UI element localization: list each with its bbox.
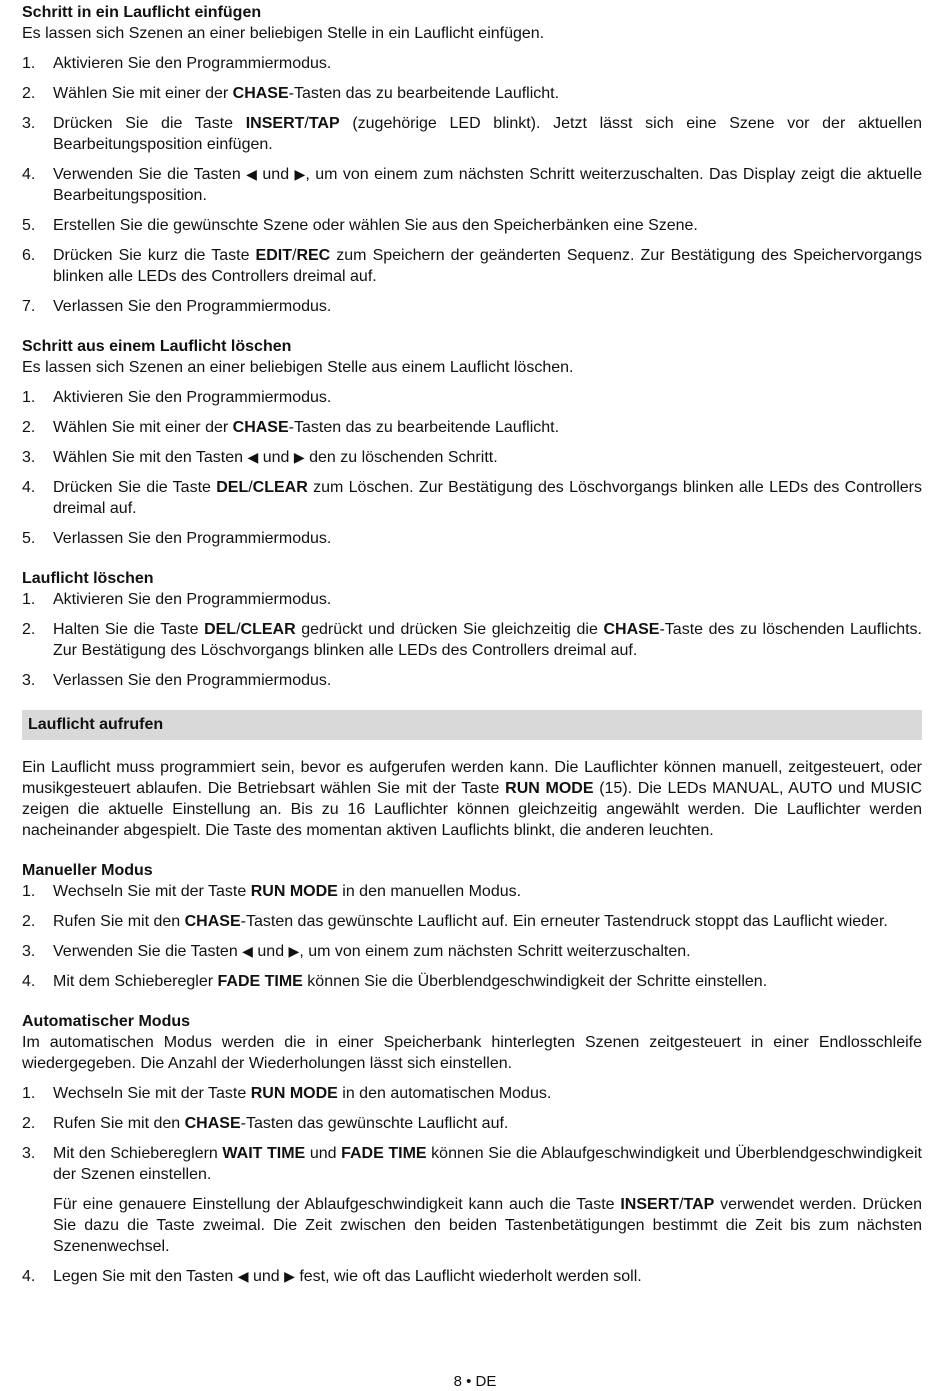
text-run: Aktivieren Sie den Programmiermodus. (53, 389, 332, 406)
step-list (22, 53, 922, 317)
arrow-right-icon: ▶ (293, 449, 305, 465)
step-item (22, 670, 922, 691)
text-run: zum Speichern der geänderten Sequenz. Zur Bestätigung des Speichervorgangs blinken alle LEDs des Controllers dreimal auf. (53, 247, 922, 285)
text-run: Verlassen Sie den Programmiermodus. (53, 530, 332, 547)
step-number: 1. (22, 591, 36, 608)
key-name: REC (296, 247, 331, 264)
step-item (22, 245, 922, 287)
step-item (22, 1083, 922, 1104)
text-run: Ein Lauflicht muss programmiert sein, bevor es aufgerufen werden kann. Die Lauflichter können manuell, zeitgesteuert, oder musikgesteuert ablaufen. Die Betriebsart wählen Sie mit der Taste (22, 759, 922, 797)
step-item (22, 296, 922, 317)
step-item (22, 1143, 922, 1257)
key-name: DEL (216, 479, 249, 496)
step-item (22, 83, 922, 104)
step-number: 3. (22, 1145, 36, 1162)
step-item (22, 164, 922, 206)
step-number: 2. (22, 621, 36, 638)
key-name: RUN MODE (505, 780, 594, 797)
text-run: Halten Sie die Taste (53, 621, 205, 638)
step-text (53, 971, 922, 992)
step-text (53, 53, 922, 74)
step-number: 2. (22, 85, 36, 102)
step-list (22, 881, 922, 992)
text-run: Verlassen Sie den Programmiermodus. (53, 298, 332, 315)
step-item (22, 941, 922, 962)
step-number: 3. (22, 115, 36, 132)
step-number: 4. (22, 1268, 36, 1285)
step-text (53, 417, 922, 438)
step-text (53, 447, 922, 468)
section-heading: Schritt aus einem Lauflicht löschen (22, 338, 292, 355)
step-number: 1. (22, 55, 36, 72)
text-run: Für eine genauere Einstellung der Ablaufgeschwindigkeit kann auch die Taste (53, 1196, 621, 1213)
step-text (53, 215, 922, 236)
text-run: -Taste des zu löschenden Lauflichts. Zur Bestätigung des Löschvorgangs blinken alle LEDs des Controllers dreimal auf. (53, 621, 923, 659)
arrow-right-icon: ▶ (288, 943, 300, 959)
text-run: gedrückt und drücken Sie gleichzeitig die (295, 621, 604, 638)
step-item (22, 528, 922, 549)
step-item (22, 589, 922, 610)
step-text (53, 113, 922, 155)
step-item (22, 1113, 922, 1134)
section-schritt-aus-einem-lauflicht-loeschen (22, 336, 922, 549)
text-run: Aktivieren Sie den Programmiermodus. (53, 55, 332, 72)
step-number: 3. (22, 672, 36, 689)
step-text (53, 1113, 922, 1134)
text-run: Mit dem Schieberegler (53, 973, 218, 990)
section-intro: Es lassen sich Szenen an einer beliebigen Stelle aus einem Lauflicht löschen. (22, 359, 574, 376)
section-intro: Im automatischen Modus werden die in einer Speicherbank hinterlegten Szenen zeitgesteuert in einer Endlosschleife wiedergegeben. Die Anzahl der Wiederholungen lässt sich einstellen. (22, 1034, 922, 1072)
text-run: und (252, 943, 289, 960)
text-run: und (305, 1145, 342, 1162)
text-run: -Tasten das gewünschte Lauflicht auf. Ein erneuter Tastendruck stoppt das Lauflicht wieder. (240, 913, 888, 930)
text-run: Wählen Sie mit einer der (53, 419, 233, 436)
step-text (53, 881, 922, 902)
text-run: Wählen Sie mit den Tasten (53, 449, 248, 466)
step-number: 2. (22, 913, 36, 930)
step-item (22, 417, 922, 438)
step-item (22, 53, 922, 74)
key-name: TAP (308, 115, 340, 132)
step-number: 2. (22, 419, 36, 436)
key-name: TAP (683, 1196, 715, 1213)
key-name: FADE TIME (341, 1145, 427, 1162)
step-number: 4. (22, 479, 36, 496)
key-name: INSERT (245, 115, 305, 132)
step-number: 5. (22, 217, 36, 234)
text-run: Wählen Sie mit einer der (53, 85, 233, 102)
arrow-left-icon: ◀ (237, 1268, 249, 1284)
step-number: 1. (22, 389, 36, 406)
section-heading: Manueller Modus (22, 862, 153, 879)
key-name: CHASE (184, 913, 241, 930)
key-name: RUN MODE (250, 883, 338, 900)
text-run: zum Löschen. Zur Bestätigung des Löschvorgangs blinken alle LEDs des Controllers dreimal auf. (53, 479, 922, 517)
text-run: / (304, 115, 309, 132)
step-number: 4. (22, 973, 36, 990)
step-text (53, 1083, 922, 1104)
step-list (22, 1083, 922, 1287)
text-run: , um von einem zum nächsten Schritt weiterzuschalten. (299, 943, 691, 960)
text-run: / (248, 479, 253, 496)
text-run: Drücken Sie die Taste (53, 479, 217, 496)
step-item (22, 447, 922, 468)
text-run: den zu löschenden Schritt. (304, 449, 498, 466)
section-heading: Lauflicht löschen (22, 570, 154, 587)
text-run: Rufen Sie mit den (53, 1115, 185, 1132)
text-run: können Sie die Ablaufgeschwindigkeit und Überblendgeschwindigkeit der Szenen einstellen. (53, 1145, 923, 1183)
text-run: / (291, 247, 297, 264)
text-run: in den automatischen Modus. (337, 1085, 552, 1102)
step-number: 2. (22, 1115, 36, 1132)
key-name: EDIT (255, 247, 292, 264)
text-run: Drücken Sie kurz die Taste (53, 247, 256, 264)
arrow-left-icon: ◀ (242, 943, 253, 959)
step-text (53, 528, 922, 549)
text-run: , um von einem zum nächsten Schritt weiterzuschalten. Das Display zeigt die aktuelle Bearbeitungsposition. (53, 166, 923, 204)
step-text (53, 670, 922, 691)
text-run: fest, wie oft das Lauflicht wiederholt werden soll. (294, 1268, 642, 1285)
key-name: CHASE (232, 85, 289, 102)
step-number: 5. (22, 530, 36, 547)
section-automatischer-modus (22, 1011, 922, 1287)
step-text (53, 477, 922, 519)
step-text (53, 911, 922, 932)
text-run: Verlassen Sie den Programmiermodus. (53, 672, 332, 689)
section-manueller-modus (22, 860, 922, 992)
key-name: WAIT TIME (222, 1145, 306, 1162)
text-run: / (679, 1196, 684, 1213)
step-list (22, 387, 922, 549)
key-name: CHASE (232, 419, 289, 436)
step-text (53, 296, 922, 317)
text-run: Verwenden Sie die Tasten (53, 943, 243, 960)
step-text (53, 164, 922, 206)
text-run: Aktivieren Sie den Programmiermodus. (53, 591, 332, 608)
text-run: können Sie die Überblendgeschwindigkeit der Schritte einstellen. (302, 973, 768, 990)
text-run: -Tasten das gewünschte Lauflicht auf. (240, 1115, 509, 1132)
text-run: Verwenden Sie die Tasten (53, 166, 247, 183)
step-text (53, 1143, 922, 1185)
text-run: (15). Die LEDs MANUAL, AUTO und MUSIC zeigen die aktuelle Einstellung an. Bis zu 16 Lauflichter können gleichzeitig angewählt werden. Die Lauflichter werden nacheinander abgespielt. Die Taste des momentan aktiven Lauflichts blinkt, die anderen leuchten. (22, 780, 923, 839)
section-lauflicht-loeschen (22, 568, 922, 691)
key-name: RUN MODE (250, 1085, 338, 1102)
text-run: in den manuellen Modus. (337, 883, 522, 900)
key-name: CHASE (603, 621, 660, 638)
step-number: 1. (22, 883, 36, 900)
step-list (22, 589, 922, 691)
text-run: verwendet werden. Drücken Sie dazu die Taste zweimal. Die Zeit zwischen den beiden Tastenbetätigungen bestimmt die Zeit bis zum nächsten Szenenwechsel. (53, 1196, 923, 1255)
step-text (53, 589, 922, 610)
section-intro: Es lassen sich Szenen an einer beliebigen Stelle in ein Lauflicht einfügen. (22, 25, 545, 42)
key-name: CLEAR (240, 621, 296, 638)
step-item (22, 619, 922, 661)
text-run: -Tasten das zu bearbeitende Lauflicht. (288, 419, 560, 436)
step-item (22, 387, 922, 408)
text-run: und (256, 166, 295, 183)
step-number: 3. (22, 943, 36, 960)
step-text (53, 83, 922, 104)
document-page (22, 2, 922, 1306)
text-run: und (258, 449, 294, 466)
section-schritt-in-ein-lauflicht-einfuegen (22, 2, 922, 317)
bar-intro (22, 757, 922, 841)
text-run: und (248, 1268, 285, 1285)
step-item (22, 1266, 922, 1287)
step-item (22, 971, 922, 992)
text-run: Erstellen Sie die gewünschte Szene oder wählen Sie aus den Speicherbänken eine Szene. (53, 217, 698, 234)
text-run: Wechseln Sie mit der Taste (53, 1085, 251, 1102)
arrow-right-icon: ▶ (294, 166, 306, 182)
text-run: Mit den Schiebereglern (53, 1145, 223, 1162)
step-item (22, 881, 922, 902)
section-heading: Automatischer Modus (22, 1013, 191, 1030)
arrow-left-icon: ◀ (246, 166, 257, 182)
key-name: CHASE (184, 1115, 241, 1132)
text-run: -Tasten das zu bearbeitende Lauflicht. (288, 85, 560, 102)
key-name: INSERT (620, 1196, 680, 1213)
step-text (53, 619, 922, 661)
section-bar-lauflicht-aufrufen: Lauflicht aufrufen (22, 710, 922, 740)
text-run: Legen Sie mit den Tasten (53, 1268, 238, 1285)
key-name: FADE TIME (217, 973, 303, 990)
text-run: / (236, 621, 241, 638)
step-text (53, 245, 922, 287)
step-item (22, 215, 922, 236)
key-name: DEL (204, 621, 237, 638)
step-text (53, 941, 922, 962)
step-text (53, 1266, 922, 1287)
step-note (53, 1194, 922, 1257)
step-item (22, 477, 922, 519)
step-item (22, 911, 922, 932)
section-heading: Schritt in ein Lauflicht einfügen (22, 4, 262, 21)
text-run: Wechseln Sie mit der Taste (53, 883, 251, 900)
key-name: CLEAR (252, 479, 308, 496)
arrow-left-icon: ◀ (247, 449, 259, 465)
arrow-right-icon: ▶ (284, 1268, 295, 1284)
step-number: 3. (22, 449, 36, 466)
page-footer: 8 • DE (453, 1373, 497, 1390)
step-number: 6. (22, 247, 36, 264)
step-item (22, 113, 922, 155)
step-number: 4. (22, 166, 36, 183)
text-run: (zugehörige LED blinkt). Jetzt lässt sich eine Szene vor der aktuellen Bearbeitungsposition einfügen. (53, 115, 922, 153)
text-run: Drücken Sie die Taste (53, 115, 246, 132)
step-text (53, 387, 922, 408)
step-number: 1. (22, 1085, 36, 1102)
step-number: 7. (22, 298, 36, 315)
text-run: Rufen Sie mit den (53, 913, 185, 930)
